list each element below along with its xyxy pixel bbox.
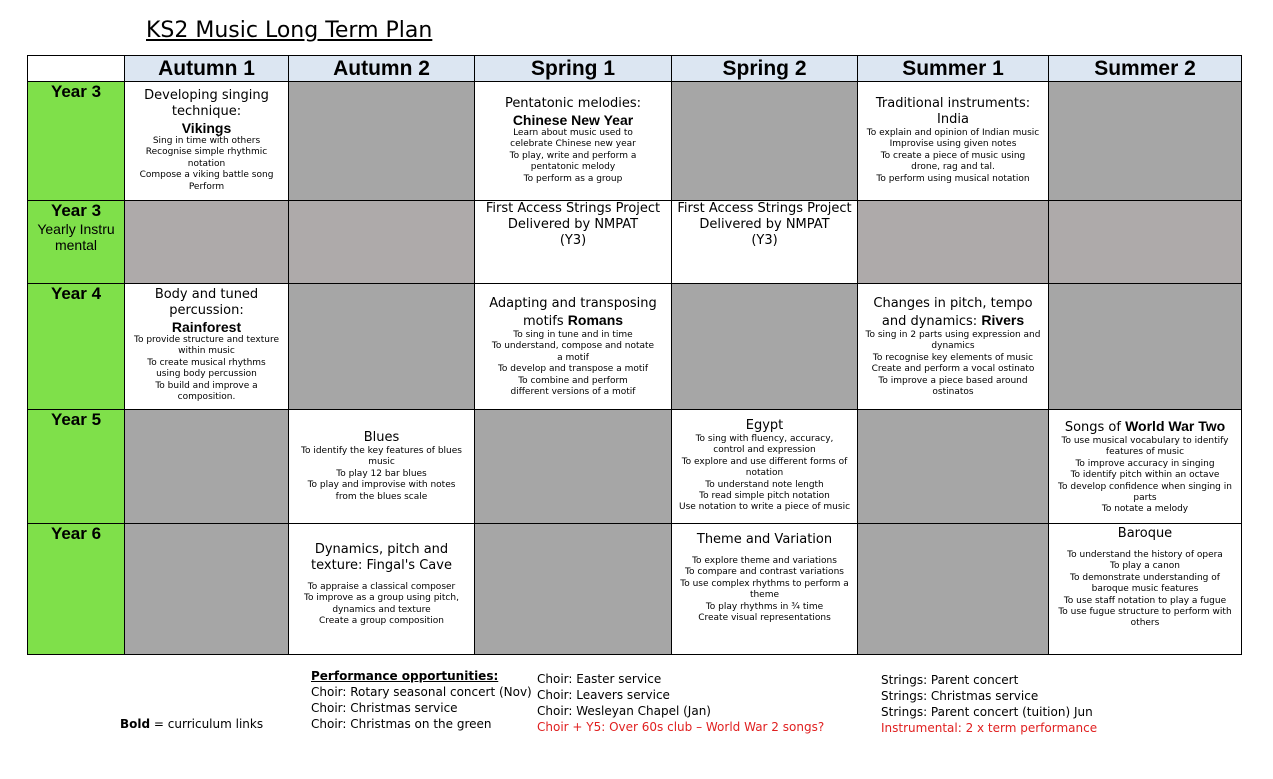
objective: To improve as a group using pitch, dynamics and texture xyxy=(304,593,459,615)
legend-bold: Bold xyxy=(120,717,151,731)
objective: Sing in time with others xyxy=(152,136,261,146)
unit-title-text: Adapting and transposing motifs xyxy=(489,296,657,329)
unit-title-text: Songs of xyxy=(1064,420,1121,435)
performance-item-highlight: Instrumental: 2 x term performance xyxy=(881,721,1098,735)
performance-column-1 xyxy=(311,668,532,732)
cell-y3-autumn-1 xyxy=(125,82,289,201)
objective: To combine and perform different versions of a motif xyxy=(510,375,636,398)
empty-cell xyxy=(672,284,858,410)
objective: To notate a melody xyxy=(1101,504,1189,515)
objective: Improvise using given notes xyxy=(889,139,1017,150)
performance-item: Choir: Leavers service xyxy=(537,688,670,702)
objective: To improve a piece based around ostinatos xyxy=(878,375,1028,398)
objective: To build and improve a composition. xyxy=(155,380,258,403)
year-label-main: Year 3 xyxy=(50,201,102,220)
cell-y4-autumn-1 xyxy=(125,284,289,410)
empty-cell xyxy=(1049,284,1242,410)
objective: To recognise key elements of music xyxy=(872,352,1034,363)
project-provider: Delivered by NMPAT xyxy=(507,217,639,232)
objective: To sing with fluency, accuracy, control and expression xyxy=(695,434,834,456)
unit-title: Theme and Variation xyxy=(696,532,833,547)
empty-cell xyxy=(858,410,1049,524)
objective: Create visual representations xyxy=(698,613,831,624)
objective: Compose a viking battle song xyxy=(139,170,274,181)
performance-item: Choir: Easter service xyxy=(537,672,662,686)
empty-cell xyxy=(125,201,289,284)
objective: Learn about music used to celebrate Chinese new year xyxy=(510,128,636,150)
cell-y6-spring-2 xyxy=(672,524,858,655)
header-summer-2: Summer 2 xyxy=(1049,56,1242,82)
empty-cell xyxy=(1049,201,1242,284)
objective: To identify the key features of blues music xyxy=(301,446,462,468)
objective: To explain and opinion of Indian music xyxy=(866,128,1040,138)
unit-topic: India xyxy=(937,112,969,127)
unit-title: Traditional instruments: xyxy=(875,96,1031,111)
header-spring-1: Spring 1 xyxy=(475,56,672,82)
cell-y5-spring-2 xyxy=(672,410,858,524)
empty-cell xyxy=(289,82,475,201)
empty-cell xyxy=(672,82,858,201)
row-year-3-instrumental xyxy=(28,201,1242,284)
objective: To explore and use different forms of notation xyxy=(681,456,848,479)
performance-item: Choir: Wesleyan Chapel (Jan) xyxy=(537,704,711,718)
unit-title: Dynamics, pitch and xyxy=(314,542,449,557)
cell-y4-spring-1 xyxy=(475,284,672,410)
unit-topic: Romans xyxy=(567,312,624,328)
project-year: (Y3) xyxy=(751,233,778,248)
objective: To identify pitch within an octave xyxy=(1070,470,1220,481)
objective: To play a canon xyxy=(1109,561,1180,572)
unit-title xyxy=(1065,418,1225,436)
unit-title-text: Changes in pitch, tempo and dynamics: xyxy=(873,296,1033,329)
cell-y5-autumn-2 xyxy=(289,410,475,524)
project-title: First Access Strings Project xyxy=(677,201,852,216)
objective: To provide structure and texture within music xyxy=(134,335,279,357)
unit-title: Pentatonic melodies: xyxy=(504,96,642,111)
objective: To use musical vocabulary to identify features of music xyxy=(1061,436,1229,458)
header-summer-1: Summer 1 xyxy=(858,56,1049,82)
unit-title: Blues xyxy=(363,430,400,445)
objective: To understand the history of opera xyxy=(1067,550,1223,560)
unit-topic: texture: Fingal's Cave xyxy=(311,558,452,573)
performance-item: Choir: Rotary seasonal concert (Nov) xyxy=(311,685,532,699)
objective: Create a group composition xyxy=(318,616,444,627)
year-label: Year 3 xyxy=(28,82,125,201)
objective: To use fugue structure to perform with others xyxy=(1058,607,1232,629)
empty-cell xyxy=(858,201,1049,284)
objective: To use complex rhythms to perform a theme xyxy=(680,578,849,601)
year-label: Year 6 xyxy=(28,524,125,655)
empty-cell xyxy=(475,524,672,655)
objective: To appraise a classical composer xyxy=(307,582,456,592)
empty-cell xyxy=(1049,82,1242,201)
performance-column-3 xyxy=(881,672,1097,736)
unit-topic: Rainforest xyxy=(171,319,242,335)
unit-title: Baroque xyxy=(1117,526,1173,541)
unit-title xyxy=(488,296,658,330)
cell-y4-summer-1 xyxy=(858,284,1049,410)
header-row xyxy=(28,56,1242,82)
row-year-3 xyxy=(28,82,1242,201)
performance-item: Strings: Parent concert (tuition) Jun xyxy=(881,705,1093,719)
objective: To create a piece of music using drone, rag and tal. xyxy=(880,150,1026,173)
objective: To play and improvise with notes from the blues scale xyxy=(307,480,456,502)
legend xyxy=(120,716,263,732)
objective: Recognise simple rhythmic notation xyxy=(145,147,268,169)
unit-title: Body and tuned percussion: xyxy=(154,287,259,318)
performance-item: Strings: Parent concert xyxy=(881,673,1019,687)
unit-title: Developing singing technique: xyxy=(144,88,269,119)
empty-cell xyxy=(125,410,289,524)
cell-y3-spring-1 xyxy=(475,82,672,201)
row-year-4 xyxy=(28,284,1242,410)
objective: Use notation to write a piece of music xyxy=(678,502,851,513)
cell-y5-summer-2 xyxy=(1049,410,1242,524)
objective: Create and perform a vocal ostinato xyxy=(871,364,1035,375)
page-title: KS2 Music Long Term Plan xyxy=(146,18,433,43)
cell-y6-autumn-2 xyxy=(289,524,475,655)
project-year: (Y3) xyxy=(559,233,587,248)
project-title: First Access Strings Project xyxy=(485,201,661,216)
objective: To play, write and perform a pentatonic melody xyxy=(509,150,637,173)
objective: To explore theme and variations xyxy=(692,556,837,566)
unit-topic: World War Two xyxy=(1125,418,1226,434)
year-label: Year 4 xyxy=(28,284,125,410)
empty-cell xyxy=(125,524,289,655)
performance-item: Choir: Christmas on the green xyxy=(311,717,492,731)
objective: To understand note length xyxy=(705,479,824,490)
objective: To perform as a group xyxy=(523,173,623,184)
project-provider: Delivered by NMPAT xyxy=(699,217,830,232)
performance-column-2 xyxy=(537,671,824,735)
year-label xyxy=(28,201,125,284)
objective: To understand, compose and notate a motif xyxy=(491,341,655,363)
objective: To perform using musical notation xyxy=(876,173,1030,184)
year-label-sub: Yearly Instru mental xyxy=(37,220,115,254)
empty-cell xyxy=(858,524,1049,655)
plan-table xyxy=(27,55,1242,655)
empty-cell xyxy=(475,410,672,524)
cell-y6-summer-2 xyxy=(1049,524,1242,655)
corner-cell xyxy=(28,56,125,82)
header-autumn-2: Autumn 2 xyxy=(289,56,475,82)
empty-cell xyxy=(289,284,475,410)
performance-item-highlight: Choir + Y5: Over 60s club – World War 2 songs? xyxy=(537,720,825,734)
objective: To improve accuracy in singing xyxy=(1075,458,1215,469)
objective: To sing in 2 parts using expression and dynamics xyxy=(865,330,1041,352)
objective: To play 12 bar blues xyxy=(336,468,427,479)
year-label: Year 5 xyxy=(28,410,125,524)
performance-heading: Performance opportunities: xyxy=(311,669,499,683)
performance-item: Strings: Christmas service xyxy=(881,689,1039,703)
performance-item: Choir: Christmas service xyxy=(311,701,458,715)
objective: To play rhythms in ¾ time xyxy=(705,601,824,612)
unit-topic: Rivers xyxy=(981,312,1025,328)
objective: To create musical rhythms using body percussion xyxy=(147,357,266,380)
objective: Perform xyxy=(188,181,225,192)
row-year-6 xyxy=(28,524,1242,655)
unit-topic: Vikings xyxy=(181,120,232,136)
cell-y3-summer-1 xyxy=(858,82,1049,201)
objective: To develop and transpose a motif xyxy=(497,364,649,375)
objective: To develop confidence when singing in parts xyxy=(1058,481,1232,504)
row-year-5 xyxy=(28,410,1242,524)
unit-title xyxy=(873,296,1033,330)
legend-text: = curriculum links xyxy=(150,717,264,731)
cell-y3i-spring-2 xyxy=(672,201,858,284)
empty-cell xyxy=(289,201,475,284)
objective: To sing in tune and in time xyxy=(513,330,633,340)
header-spring-2: Spring 2 xyxy=(672,56,858,82)
unit-topic: Chinese New Year xyxy=(512,112,634,128)
objective: To use staff notation to play a fugue xyxy=(1063,595,1227,606)
unit-title: Egypt xyxy=(745,418,784,433)
header-autumn-1: Autumn 1 xyxy=(125,56,289,82)
objective: To compare and contrast variations xyxy=(685,567,844,578)
objective: To demonstrate understanding of baroque music features xyxy=(1070,572,1220,595)
cell-y3i-spring-1 xyxy=(475,201,672,284)
objective: To read simple pitch notation xyxy=(699,491,830,502)
